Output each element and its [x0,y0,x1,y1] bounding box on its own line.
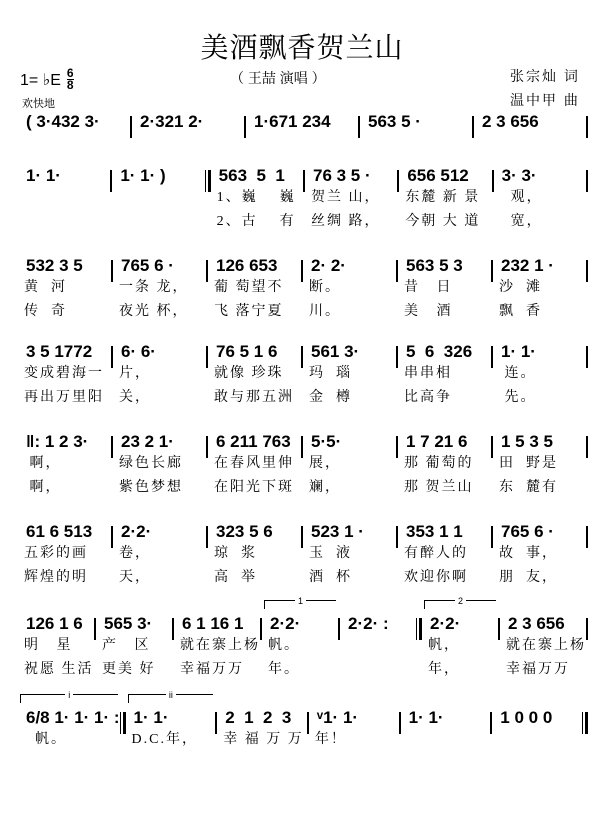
lyric-verse-2: 传 奇 [24,304,67,319]
lyric-verse-1: 连。 [499,366,537,381]
note-group: 2·2· [121,522,152,541]
note-group: 61 6 513 [26,522,93,541]
lyric-verse-1: 在春风里伸 [214,456,294,471]
note-group: ᵛ1· 1· [316,708,359,727]
lyric-verse-2 [18,210,110,234]
measure [303,256,396,324]
measure [113,432,206,500]
note-group: ( 3·432 3· [26,112,100,131]
lyric-verse-1: 五彩的画 [24,546,88,561]
lyric-verse-1: 1、巍 巍 [216,190,296,205]
lyric-verse-2: 宽， [499,214,543,229]
note-group: 5·5· [311,432,342,451]
barline [586,170,588,192]
volta-label: 1 [295,596,306,606]
measure [493,342,586,410]
lyric-verse-1 [18,132,130,156]
lyric-verse-1: 幸 福 万 万 [223,732,304,747]
measure [309,708,399,776]
measure [398,432,491,500]
volta-bracket [264,596,336,609]
measure [113,256,206,324]
lyric-verse-1 [112,186,204,210]
note-group: 126 653 [216,256,278,275]
notes-row [18,432,588,500]
lyric-verse-2: 酒 杯 [309,570,352,585]
score-system [18,342,588,410]
lyric-verse-1: 琼 浆 [214,546,257,561]
lyric-verse-1: 展， [309,456,341,471]
lyric-verse-1 [401,728,491,752]
note-group: 2·321 2· [140,112,204,131]
note-group: 3· 3· [501,166,537,185]
lyric-verse-1: 串串相 [404,366,452,381]
lyric-verse-2 [309,752,399,776]
lyric-verse-1 [474,132,586,156]
volta-label: i [65,690,73,700]
note-group: 1 5 3 5 [501,432,553,451]
measure [494,166,586,234]
measure [493,522,586,590]
note-group: 23 2 1· [121,432,174,451]
note-group: ‖: 1 2 3· [26,432,89,451]
measure [492,708,582,776]
lyric-verse-1: 黄 河 [24,280,67,295]
note-group: 1· 1· ) [120,166,166,185]
measure [211,166,303,234]
lyric-verse-2: 川。 [309,304,341,319]
note-group: 532 3 5 [26,256,83,275]
lyric-verse-2 [112,210,204,234]
credits [510,64,580,112]
note-group: 1 0 0 0 [500,708,553,727]
note-group: 126 1 6 [26,614,83,633]
lyric-verse-1 [340,634,416,658]
measure [493,256,586,324]
lyric-verse-1: 明 星 [24,638,73,653]
lyric-verse-2: 关， [119,390,151,405]
note-group: 323 5 6 [216,522,273,541]
measure [113,522,206,590]
note-group: 565 3· [104,614,153,633]
lyric-verse-1 [492,728,582,752]
lyric-verse-1: 有醉人的 [404,546,468,561]
note-group: 6 1 16 1 [182,614,244,633]
lyric-verse-1: 帆。 [268,638,300,653]
lyric-verse-2: 敢与那五洲 [214,390,294,405]
note-group: 563 5 · [368,112,421,131]
measure [303,522,396,590]
song-title: 美酒飘香贺兰山 [200,32,404,63]
note-group: 76 3 5 · [312,166,371,185]
composer: 温中甲 曲 [510,92,580,108]
measure [18,166,110,234]
barline [586,346,588,368]
note-group: 765 6 · [121,256,174,275]
lyric-verse-1: 产 区 [102,638,151,653]
lyric-verse-1: 田 野是 [499,456,558,471]
measure [493,432,586,500]
note-group: 1· 1· [133,708,169,727]
measure [217,708,307,776]
volta-label: ii [166,690,176,700]
lyric-verse-2: 紫色梦想 [119,480,183,495]
lyric-verse-2: 那 贺兰山 [404,480,474,495]
note-group: 656 512 [407,166,469,185]
lyric-verse-2: 飘 香 [499,304,542,319]
note-group: 1· 1· [501,342,536,361]
tempo-marking: 欢快地 [22,98,55,110]
score-system [18,166,588,234]
lyric-verse-1: 就像 珍珠 [214,366,284,381]
lyric-verse-2: 天， [119,570,151,585]
lyric-verse-2 [492,752,582,776]
score-system [18,596,588,682]
lyric-verse-2: 更美 好 [102,662,156,677]
note-group: 353 1 1 [406,522,463,541]
measure [113,342,206,410]
lyric-verse-1 [132,132,244,156]
note-group: 2 1 2 3 [225,708,292,727]
barline [586,618,588,640]
measure [340,614,416,682]
measure [399,166,491,234]
note-group: 2 3 656 [508,614,565,633]
measure [208,522,301,590]
measure [208,432,301,500]
lyric-verse-1: 沙 滩 [499,280,542,295]
lyric-verse-1: 就在寨上杨 [506,638,586,653]
lyric-verse-2 [217,752,307,776]
lyric-verse-1: 年！ [314,732,347,747]
measure [18,690,120,776]
lyric-verse-2: 夜光 杯， [119,304,189,319]
lyric-verse-1: 绿色长廊 [119,456,183,471]
note-group: 2·2· [270,614,301,633]
lyric-verse-1: 一条 龙， [119,280,189,295]
lyric-verse-2: 斓， [309,480,341,495]
volta-bracket [20,690,118,703]
lyric-verse-2 [340,658,416,682]
notes-row [18,522,588,590]
measure [398,522,491,590]
note-group: 2· 2· [311,256,346,275]
lyric-verse-2: 朋 友， [499,570,558,585]
measure [18,342,111,410]
measure [96,614,172,682]
lyric-verse-1: 贺兰 山， [310,190,381,205]
note-group: 2·2· : [348,614,389,633]
measure [422,596,498,682]
volta-bracket [424,596,496,609]
note-group: 561 3· [311,342,360,361]
lyric-verse-2: 在阳光下斑 [214,480,294,495]
lyric-verse-2 [401,752,491,776]
barline [586,436,588,458]
volta-bracket [128,690,214,703]
notes-row [18,342,588,410]
lyric-verse-2: 再出万里阳 [24,390,104,405]
lyric-verse-1: 东麓 新 景 [405,190,481,205]
lyric-verse-2: 啊， [24,480,62,495]
measure [208,342,301,410]
measure [262,596,338,682]
lyric-verse-2: 欢迎你啊 [404,570,468,585]
notes-row [18,166,588,234]
note-group: 6 211 763 [216,432,291,451]
lyric-verse-1: 断。 [309,280,341,295]
measure [500,614,586,682]
barline [586,116,588,138]
lyric-verse-1: 帆， [428,638,460,653]
lyric-verse-2: 年， [428,662,460,677]
note-group: 1·671 234 [254,112,331,131]
lyric-verse-2: 辉煌的明 [24,570,88,585]
singer-credit: （ 王喆 演唱 ） [230,70,326,86]
measure [398,342,491,410]
lyric-verse-1: 玉 液 [309,546,352,561]
time-signature: 6 8 [66,66,74,92]
lyric-verse-1 [18,186,110,210]
note-group: 2·2· [430,614,461,633]
note-group: 563 5 1 [218,166,285,185]
key-signature [20,68,74,91]
score-system [18,256,588,324]
measure [398,256,491,324]
note-group: 765 6 · [501,522,554,541]
measure [208,256,301,324]
lyric-verse-2 [18,752,120,776]
barline [586,526,588,548]
lyric-verse-2: 2、古 有 [216,214,296,229]
measure [112,166,204,234]
note-group: 2 3 656 [482,112,539,131]
lyric-verse-1: D.C.年， [131,732,198,747]
barline [582,712,588,734]
lyric-verse-2: 美 酒 [404,304,453,319]
measure [303,432,396,500]
volta-label: 2 [455,596,466,606]
lyric-verse-2: 今朝 大 道 [405,214,481,229]
lyric-verse-1: 就在寨上杨 [180,638,260,653]
lyric-verse-1: 啊， [24,456,62,471]
score-system [18,522,588,590]
lyric-verse-2: 幸福万万 [506,662,570,677]
measure [18,432,111,500]
measure [305,166,397,234]
lyric-verse-1 [246,132,358,156]
lyric-verse-1: 昔 日 [404,280,453,295]
measure [18,522,111,590]
note-group: 523 1 · [311,522,364,541]
measure [18,256,111,324]
notes-row [18,690,588,776]
lyric-verse-2: 飞 落宁夏 [214,304,284,319]
lyric-verse-1: 卷， [119,546,151,561]
measure [174,614,260,682]
lyric-verse-2: 年。 [268,662,300,677]
lyric-verse-2: 金 樽 [309,390,352,405]
measure [303,342,396,410]
note-group: 3 5 1772 [26,342,93,361]
note-group: 1· 1· [408,708,444,727]
measure [18,614,94,682]
lyric-verse-1: 帆。 [24,732,67,747]
lyric-verse-2: 祝愿 生活 [24,662,94,677]
lyric-verse-2: 丝绸 路， [310,214,381,229]
note-group: 232 1 · [501,256,554,275]
lyric-verse-1: 玛 瑙 [309,366,352,381]
barline [586,260,588,282]
lyric-verse-1 [360,132,472,156]
note-group: 76 5 1 6 [216,342,278,361]
note-group: 563 5 3 [406,256,463,275]
note-group: 6/8 1· 1· 1· : [26,708,120,727]
lyric-verse-2: 比高争 [404,390,452,405]
key-label: 1= ♭E [20,71,61,89]
note-group: 5 6 326 [406,342,473,361]
note-group: 1· 1· [26,166,61,185]
lyric-verse-1: 故 事， [499,546,558,561]
lyric-verse-1: 那 葡萄的 [404,456,474,471]
lyric-verse-2: 幸福万万 [180,662,244,677]
lyric-verse-2 [126,752,216,776]
notes-row [18,256,588,324]
measure [401,708,491,776]
score-system [18,690,588,776]
lyric-verse-1: 片， [119,366,151,381]
score-system [18,432,588,500]
lyric-verse-1: 葡 萄望不 [214,280,284,295]
lyric-verse-1: 变成碧海一 [24,366,104,381]
lyricist: 张宗灿 词 [510,68,580,84]
notes-row [18,596,588,682]
note-group: 1 7 21 6 [406,432,468,451]
lyric-verse-2: 东 麓有 [499,480,558,495]
lyric-verse-2: 高 举 [214,570,257,585]
lyric-verse-1: 观， [499,190,543,205]
lyric-verse-2: 先。 [499,390,537,405]
note-group: 6· 6· [121,342,156,361]
measure [126,690,216,776]
